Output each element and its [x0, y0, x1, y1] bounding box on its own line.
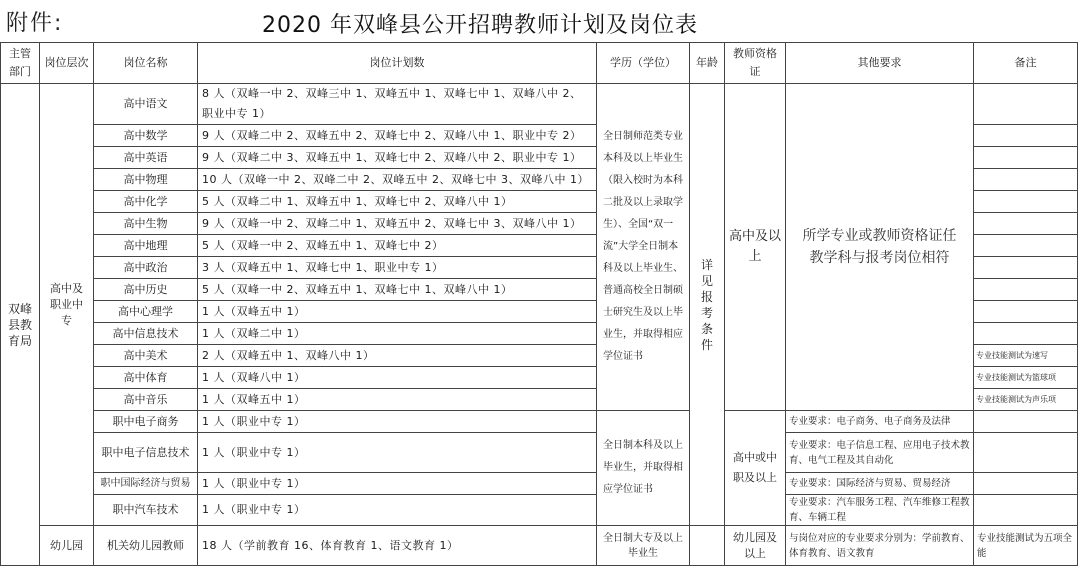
position-name: 高中语文	[94, 84, 198, 125]
position-name: 高中音乐	[94, 389, 198, 411]
cert-cell-high: 高中及以上	[725, 84, 786, 411]
header-position: 岗位名称	[94, 43, 198, 84]
plan-cell: 1 人（职业中专 1）	[198, 495, 597, 526]
note-cell	[974, 495, 1078, 526]
page-title: 2020 年双峰县公开招聘教师计划及岗位表	[262, 13, 698, 38]
position-name: 高中美术	[94, 345, 198, 367]
age-cell: 详见报考条件	[690, 84, 725, 526]
table-row	[1, 495, 1078, 526]
position-name: 职中国际经济与贸易	[94, 473, 198, 495]
table-row	[1, 84, 1078, 125]
plan-cell: 1 人（双峰五中 1）	[198, 301, 597, 323]
position-name: 职中汽车技术	[94, 495, 198, 526]
header-plan: 岗位计划数	[198, 43, 597, 84]
plan-cell: 5 人（双峰二中 1、双峰五中 1、双峰七中 2、双峰八中 1）	[198, 191, 597, 213]
cert-cell-voc: 高中或中职及以上	[725, 411, 786, 526]
position-name: 高中数学	[94, 125, 198, 147]
note-cell	[974, 279, 1078, 301]
header-dept: 主管部门	[1, 43, 40, 84]
header-other: 其他要求	[786, 43, 974, 84]
note-cell	[974, 257, 1078, 279]
dept-cell: 双峰县教育局	[1, 84, 40, 566]
header-edu: 学历（学位）	[597, 43, 690, 84]
plan-cell: 9 人（双峰一中 2、双峰二中 1、双峰五中 2、双峰七中 3、双峰八中 1）	[198, 213, 597, 235]
plan-cell: 1 人（双峰五中 1）	[198, 389, 597, 411]
position-name: 高中化学	[94, 191, 198, 213]
req-cell: 专业要求：汽车服务工程、汽车维修工程教育、车辆工程	[786, 495, 974, 526]
header-age: 年龄	[690, 43, 725, 84]
table-row	[1, 473, 1078, 495]
annex-label: 附件:	[6, 11, 64, 36]
note-cell	[974, 191, 1078, 213]
header-row	[1, 43, 1078, 84]
plan-cell: 2 人（双峰五中 1、双峰八中 1）	[198, 345, 597, 367]
plan-cell: 1 人（双峰八中 1）	[198, 367, 597, 389]
note-cell	[974, 125, 1078, 147]
level-cell-high: 高中及职业中专	[40, 84, 94, 526]
level-cell-kg: 幼儿园	[40, 526, 94, 566]
plan-cell: 1 人（职业中专 1）	[198, 473, 597, 495]
req-cell: 与岗位对应的专业要求分别为：学前教育、体育教育、语文教育	[786, 526, 974, 566]
header-level: 岗位层次	[40, 43, 94, 84]
other-cell-high: 所学专业或教师资格证任教学科与报考岗位相符	[786, 84, 974, 411]
plan-cell: 5 人（双峰一中 2、双峰五中 1、双峰七中 1、双峰八中 1）	[198, 279, 597, 301]
position-name: 高中历史	[94, 279, 198, 301]
note-cell	[974, 147, 1078, 169]
plan-cell: 9 人（双峰二中 3、双峰五中 1、双峰七中 2、双峰八中 2、职业中专 1）	[198, 147, 597, 169]
table-row	[1, 433, 1078, 473]
note-cell	[974, 235, 1078, 257]
position-name: 高中地理	[94, 235, 198, 257]
note-cell	[974, 473, 1078, 495]
note-cell	[974, 301, 1078, 323]
note-cell	[974, 433, 1078, 473]
header-cert: 教师资格证	[725, 43, 786, 84]
plan-cell: 1 人（职业中专 1）	[198, 411, 597, 433]
cert-cell-kg: 幼儿园及以上	[725, 526, 786, 566]
note-cell	[974, 84, 1078, 125]
plan-cell: 10 人（双峰一中 2、双峰二中 2、双峰五中 2、双峰七中 3、双峰八中 1）	[198, 169, 597, 191]
note-cell: 专业技能测试为声乐项	[974, 389, 1078, 411]
recruitment-table	[0, 42, 1078, 566]
header-note: 备注	[974, 43, 1078, 84]
note-cell: 专业技能测试为篮球项	[974, 367, 1078, 389]
note-cell	[974, 213, 1078, 235]
position-name: 高中生物	[94, 213, 198, 235]
position-name: 高中物理	[94, 169, 198, 191]
position-name: 机关幼儿园教师	[94, 526, 198, 566]
note-cell	[974, 323, 1078, 345]
edu-cell-kg: 全日制大专及以上毕业生	[597, 526, 690, 566]
position-name: 职中电子商务	[94, 411, 198, 433]
position-name: 高中心理学	[94, 301, 198, 323]
plan-cell: 9 人（双峰二中 2、双峰五中 2、双峰七中 2、双峰八中 1、职业中专 2）	[198, 125, 597, 147]
table-row	[1, 526, 1078, 566]
note-cell: 专业技能测试为五项全能	[974, 526, 1078, 566]
position-name: 职中电子信息技术	[94, 433, 198, 473]
req-cell: 专业要求：电子信息工程、应用电子技术教育、电气工程及其自动化	[786, 433, 974, 473]
position-name: 高中政治	[94, 257, 198, 279]
position-name: 高中英语	[94, 147, 198, 169]
req-cell: 专业要求：国际经济与贸易、贸易经济	[786, 473, 974, 495]
plan-cell: 18 人（学前教育 16、体育教育 1、语文教育 1）	[198, 526, 597, 566]
plan-cell: 5 人（双峰一中 2、双峰五中 1、双峰七中 2）	[198, 235, 597, 257]
note-cell: 专业技能测试为速写	[974, 345, 1078, 367]
table-row	[1, 411, 1078, 433]
note-cell	[974, 169, 1078, 191]
age-cell-kg	[690, 526, 725, 566]
edu-cell-high: 全日制师范类专业本科及以上毕业生（限入校时为本科二批及以上录取学生）、全国“双一流”大学全日制本科及以上毕业生、普通高校全日制硕士研究生及以上毕业生，并取得相应学位证书	[597, 84, 690, 411]
note-cell	[974, 411, 1078, 433]
plan-cell: 3 人（双峰五中 1、双峰七中 1、职业中专 1）	[198, 257, 597, 279]
plan-cell: 8 人（双峰一中 2、双峰三中 1、双峰五中 1、双峰七中 1、双峰八中 2、职业中专 1）	[198, 84, 597, 125]
position-name: 高中信息技术	[94, 323, 198, 345]
plan-cell: 1 人（双峰二中 1）	[198, 323, 597, 345]
position-name: 高中体育	[94, 367, 198, 389]
plan-cell: 1 人（职业中专 1）	[198, 433, 597, 473]
edu-cell-voc: 全日制本科及以上毕业生，并取得相应学位证书	[597, 411, 690, 526]
req-cell: 专业要求：电子商务、电子商务及法律	[786, 411, 974, 433]
